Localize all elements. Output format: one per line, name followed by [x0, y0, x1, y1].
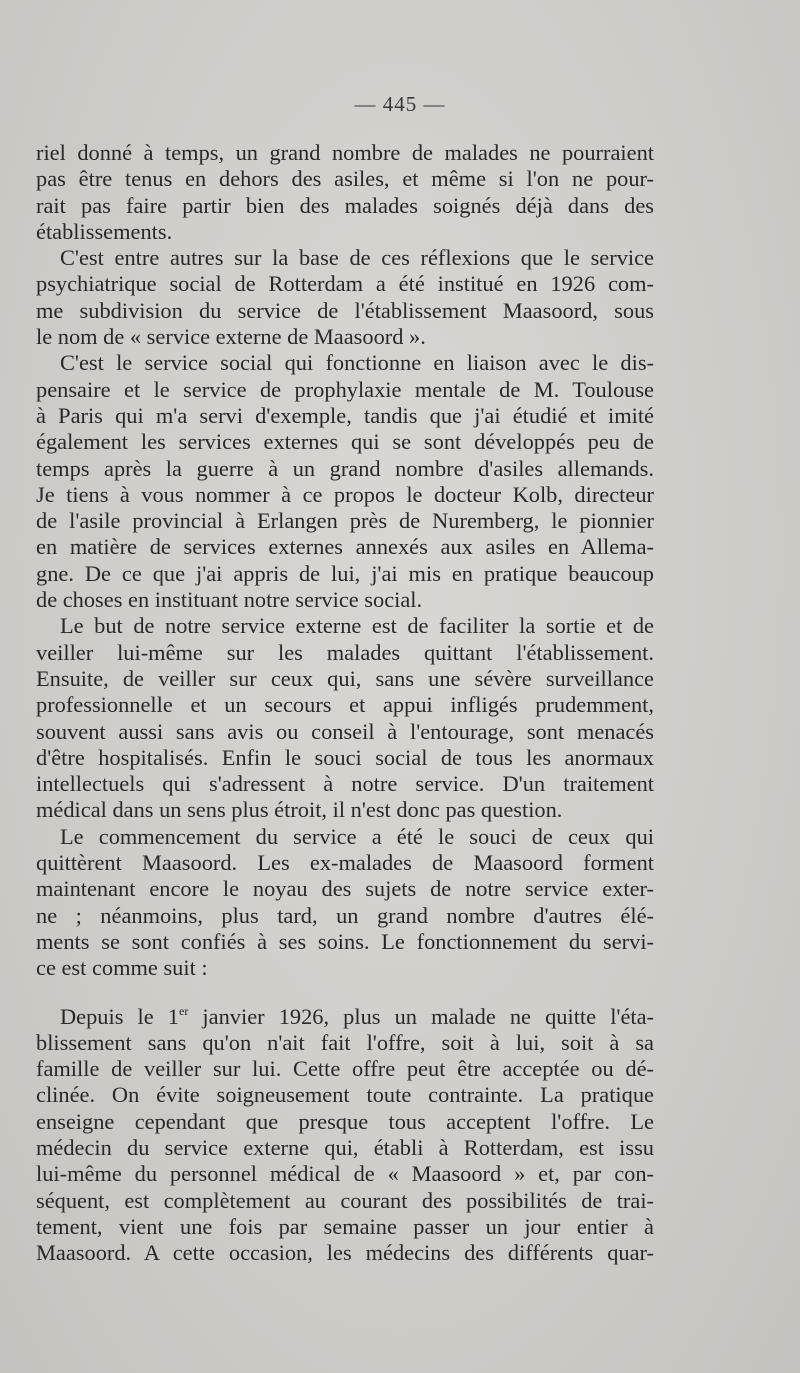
- text-line: clinée. On évite soigneusement toute contrainte. La pratique: [36, 1082, 654, 1108]
- text-line: ments se sont confiés à ses soins. Le fonctionnement du servi-: [36, 928, 654, 954]
- text-line: Je tiens à vous nommer à ce propos le docteur Kolb, directeur: [36, 481, 654, 507]
- text-line: séquent, est complètement au courant des possibilités de trai-: [36, 1187, 654, 1213]
- text-line: également les services externes qui se sont développés peu de: [36, 429, 654, 455]
- text-line: Le but de notre service externe est de faciliter la sortie et de: [60, 613, 654, 639]
- text-line: intellectuels qui s'adressent à notre service. D'un traitement: [36, 771, 654, 797]
- text-line: quittèrent Maasoord. Les ex-malades de Maasoord forment: [36, 850, 654, 876]
- text-line: temps après la guerre à un grand nombre d'asiles allemands.: [36, 455, 654, 481]
- text-line: famille de veiller sur lui. Cette offre peut être acceptée ou dé-: [36, 1056, 654, 1082]
- text-line: Ensuite, de veiller sur ceux qui, sans une sévère surveillance: [36, 665, 654, 691]
- text-line: médecin du service externe qui, établi à Rotterdam, est issu: [36, 1134, 654, 1160]
- text-line: blissement sans qu'on n'ait fait l'offre, soit à lui, soit à sa: [36, 1029, 654, 1055]
- text-line: établissements.: [36, 218, 173, 244]
- text-line: pas être tenus en dehors des asiles, et même si l'on ne pour-: [36, 166, 654, 192]
- text-line: à Paris qui m'a servi d'exemple, tandis que j'ai étudié et imité: [36, 402, 654, 428]
- text-line: professionnelle et un secours et appui infligés prudemment,: [36, 692, 654, 718]
- text-line: psychiatrique social de Rotterdam a été institué en 1926 com-: [36, 271, 654, 297]
- text-fragment: janvier 1926, plus un malade ne quitte l'éta-: [188, 1003, 654, 1029]
- paragraph-gap: [36, 982, 654, 1004]
- text-line: rait pas faire partir bien des malades soignés déjà dans des: [36, 192, 654, 218]
- text-line: maintenant encore le noyau des sujets de notre service exter-: [36, 876, 654, 902]
- text-line: riel donné à temps, un grand nombre de malades ne pourraient: [36, 140, 654, 165]
- text-line: ne ; néanmoins, plus tard, un grand nombre d'autres élé-: [36, 902, 654, 928]
- text-line: d'être hospitalisés. Enfin le souci social de tous les anormaux: [36, 744, 654, 770]
- text-line: Maasoord. A cette occasion, les médecins des différents quar-: [36, 1240, 654, 1266]
- text-line: pensaire et le service de prophylaxie mentale de M. Toulouse: [36, 376, 654, 402]
- superscript: er: [179, 1003, 189, 1018]
- text-line: veiller lui-même sur les malades quittant l'établissement.: [36, 639, 654, 665]
- text-line: Le commencement du service a été le souci de ceux qui: [60, 823, 654, 849]
- text-block-2-lines: [36, 1030, 654, 1267]
- text-block-2: [36, 1004, 654, 1267]
- text-line: ce est comme suit :: [36, 955, 208, 981]
- text-line: en matière de services externes annexés aux asiles en Allema-: [36, 534, 654, 560]
- text-line: gne. De ce que j'ai appris de lui, j'ai mis en pratique beaucoup: [36, 560, 654, 586]
- text-line: lui-même du personnel médical de « Maasoord » et, par con-: [36, 1161, 654, 1187]
- text-line: [36, 1004, 654, 1030]
- text-line: C'est le service social qui fonctionne en liaison avec le dis-: [60, 350, 654, 376]
- text-fragment: Depuis le 1: [60, 1003, 179, 1029]
- text-line: le nom de « service externe de Maasoord ».: [36, 324, 426, 350]
- page-number: — 445 —: [354, 92, 446, 116]
- text-line: tement, vient une fois par semaine passer un jour entier à: [36, 1213, 654, 1239]
- text-block-1: [36, 140, 654, 982]
- text-line: C'est entre autres sur la base de ces réflexions que le service: [60, 245, 654, 271]
- text-line: de choses en instituant notre service social.: [36, 587, 423, 613]
- text-line: me subdivision du service de l'établissement Maasoord, sous: [36, 297, 654, 323]
- body-text: [36, 140, 654, 1266]
- text-line: médical dans un sens plus étroit, il n'est donc pas question.: [36, 797, 563, 823]
- text-line: enseigne cependant que presque tous acceptent l'offre. Le: [36, 1108, 654, 1134]
- text-line: souvent aussi sans avis ou conseil à l'entourage, sont menacés: [36, 718, 654, 744]
- text-line: de l'asile provincial à Erlangen près de Nuremberg, le pionnier: [36, 508, 654, 534]
